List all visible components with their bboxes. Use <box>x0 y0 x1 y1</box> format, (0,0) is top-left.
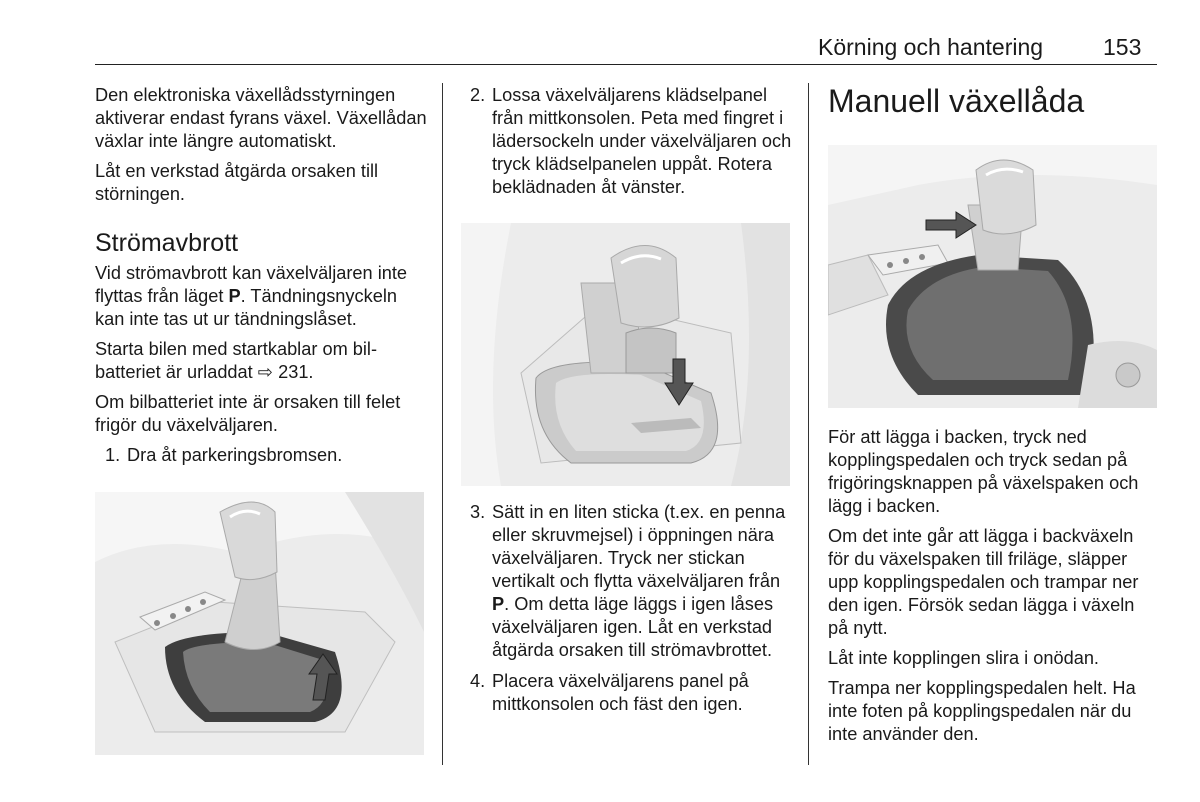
column-3-text <box>828 426 1158 746</box>
intro-paragraph-1: Den elektroniska växellådsstyrningen aktiverar endast fyrans växel. Växellådan växlar inte längre automatiskt. <box>95 85 427 151</box>
step-3: 3. Sätt in en liten sticka (t.ex. en penna eller skruvmejsel) i öppningen nära växelväljaren. Tryck ner stickan vertikalt och flytta växelväljaren från P. Om detta läge läggs i igen låses växelväljaren igen. Låt en verkstad åtgärda orsaken till strömavbrottet. <box>470 502 786 660</box>
page-number: 153 <box>1103 34 1142 60</box>
column-divider-1 <box>442 83 443 765</box>
column-1 <box>95 84 430 467</box>
heading-power-outage: Strömavbrott <box>95 229 239 257</box>
step-4: 4. Placera växelväljarens panel på mittkonsolen och fäst den igen. <box>470 671 749 714</box>
figure-gear-selector-lever <box>95 492 424 755</box>
header-rule <box>95 64 1157 65</box>
figure-manual-gear-lever <box>828 145 1157 408</box>
step-1: 1. Dra åt parkeringsbromsen. <box>105 445 343 465</box>
page-reference-arrow-icon: ⇨ <box>257 362 274 382</box>
column-divider-2 <box>808 83 809 765</box>
power-paragraph-1: Vid strömavbrott kan växelväljaren inte flyttas från läget P. Tändningsnyckeln kan inte tas ut ur tändningslåset. <box>95 263 408 329</box>
figure-gear-selector-trim-panel <box>461 223 790 486</box>
manual-paragraph-4: Trampa ner kopplingspedalen helt. Ha inte foten på kopplingspedalen när du inte använder den. <box>828 678 1136 744</box>
heading-manual-transmission: Manuell växellåda <box>828 83 1085 119</box>
manual-paragraph-3: Låt inte kopplingen slira i onödan. <box>828 648 1099 668</box>
column-2-bottom <box>470 501 795 716</box>
power-paragraph-2: Starta bilen med startkablar om bilbatteriet är urladdat ⇨ 231. <box>95 339 378 382</box>
step-2: 2. Lossa växelväljarens klädselpanel från mittkonsolen. Peta med fingret i lädersockeln under växelväljaren och tryck klädselpanelen uppåt. Rotera beklädnaden åt vänster. <box>470 85 792 197</box>
intro-paragraph-2: Låt en verkstad åtgärda orsaken till störningen. <box>95 161 379 204</box>
page-reference: 231. <box>273 362 314 382</box>
manual-paragraph-2: Om det inte går att lägga i backväxeln för du växelspaken till friläge, släpper upp kopplingspedalen och trampar ner den igen. Försök sedan lägga i växeln på nytt. <box>828 526 1139 638</box>
column-2-top <box>470 84 795 199</box>
manual-paragraph-1: För att lägga i backen, tryck ned kopplingspedalen och tryck sedan på frigöringsknappen på växelspaken och lägg i backen. <box>828 427 1139 516</box>
column-3-heading <box>828 82 1158 120</box>
power-paragraph-3: Om bilbatteriet inte är orsaken till felet frigör du växelväljaren. <box>95 392 401 435</box>
section-title: Körning och hantering <box>818 34 1044 60</box>
